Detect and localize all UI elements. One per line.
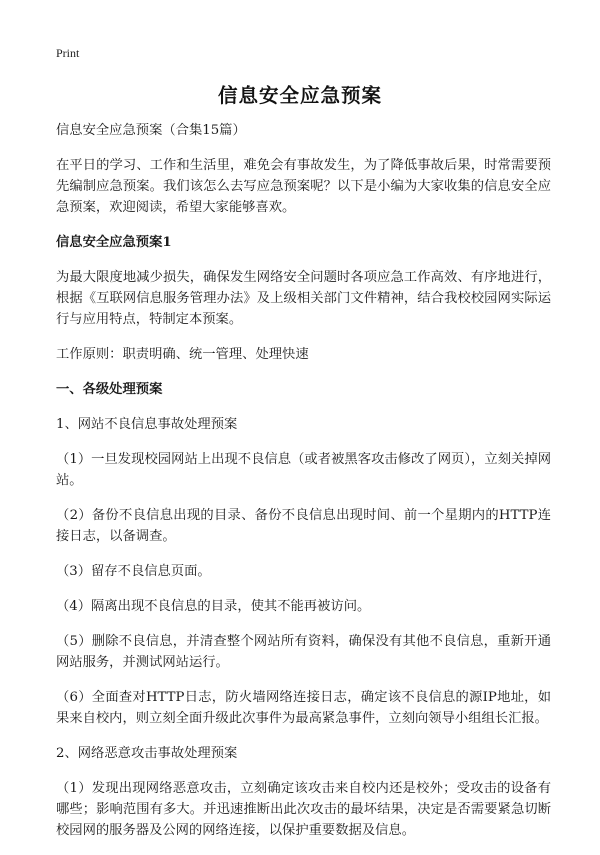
print-label: Print [56, 46, 80, 60]
intro-paragraph: 在平日的学习、工作和生活里，难免会有事故发生，为了降低事故后果，时常需要预先编制应急预案。我们该怎么去写应急预案呢？以下是小编为大家收集的信息安全应急预案，欢迎阅读，希望大家能够喜欢。 [56, 158, 551, 215]
section-paragraph: 为最大限度地减少损失，确保发生网络安全问题时各项应急工作高效、有序地进行，根据《互联网信息服务管理办法》及上级相关部门文件精神，结合我校校园网实际运行与应用特点，特制定本预案。 [56, 270, 551, 327]
step-paragraph: （5）删除不良信息，并清查整个网站所有资料，确保没有其他不良信息，重新开通网站服务，并测试网站运行。 [56, 634, 551, 670]
principles-line: 工作原则：职责明确、统一管理、处理快速 [56, 347, 309, 362]
step-paragraph: （4）隔离出现不良信息的目录，使其不能再被访问。 [56, 599, 371, 614]
document-title: 信息安全应急预案 [217, 84, 382, 107]
item-title: 2、网络恶意攻击事故处理预案 [56, 746, 238, 761]
step-paragraph: （2）备份不良信息出现的目录、备份不良信息出现时间、前一个星期内的HTTP连接日志，以备调查。 [56, 508, 551, 544]
document-body [56, 120, 551, 855]
part-heading: 一、各级处理预案 [56, 382, 163, 397]
step-paragraph: （1）一旦发现校园网站上出现不良信息（或者被黑客攻击修改了网页），立刻关掉网站。 [56, 452, 551, 488]
section-heading: 信息安全应急预案1 [56, 235, 172, 250]
step-paragraph: （3）留存不良信息页面。 [56, 564, 211, 579]
document-subtitle: 信息安全应急预案（合集15篇） [56, 123, 246, 138]
step-paragraph: （1）发现出现网络恶意攻击，立刻确定该攻击来自校内还是校外；受攻击的设备有哪些；影响范围有多大。并迅速推断出此次攻击的最坏结果，决定是否需要紧急切断校园网的服务器及公网的网络连接，以保护重要数据及信息。 [56, 781, 551, 838]
step-paragraph: （6）全面查对HTTP日志，防火墙网络连接日志，确定该不良信息的源IP地址，如果来自校内，则立刻全面升级此次事件为最高紧急事件，立刻向领导小组组长汇报。 [56, 690, 551, 726]
item-title: 1、网站不良信息事故处理预案 [56, 417, 238, 432]
